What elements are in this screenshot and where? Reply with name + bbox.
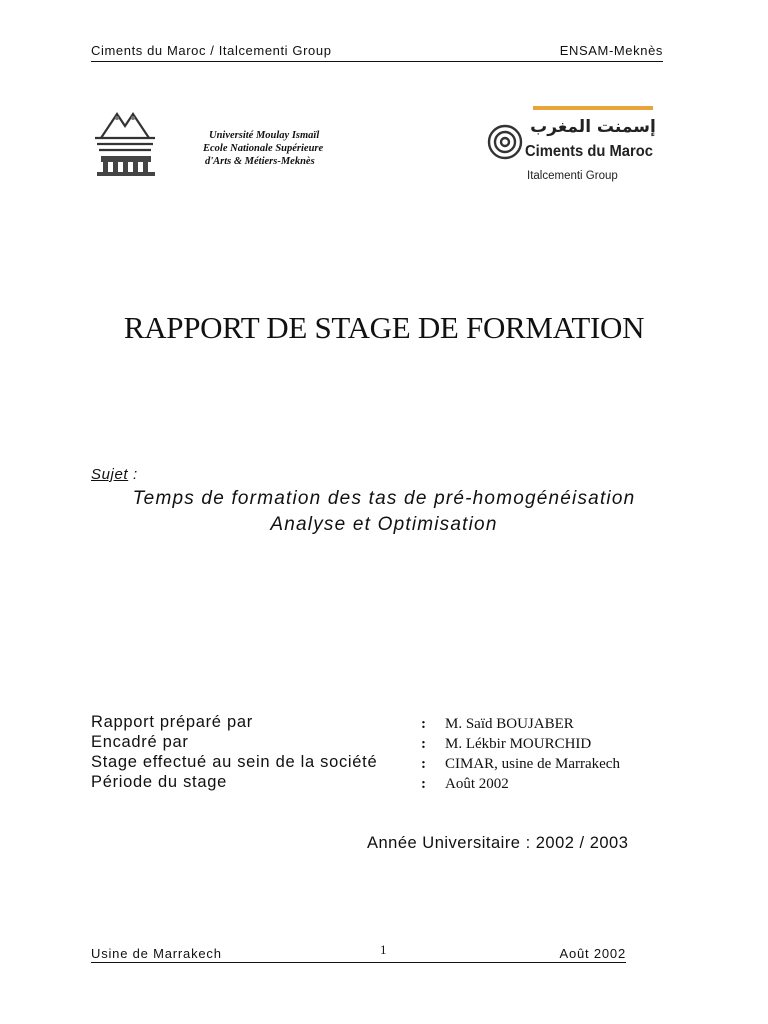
info-label-period: Période du stage [91,773,227,791]
header-left-text: Ciments du Maroc / Italcementi Group [91,43,332,58]
university-line-3: d'Arts & Métiers-Meknès [205,156,315,167]
info-colon: : [421,776,426,792]
info-value-author: M. Saïd BOUJABER [445,716,574,732]
info-colon: : [421,716,426,732]
company-name: Ciments du Maroc [525,143,654,160]
info-colons [421,714,426,794]
info-values [445,714,620,794]
company-group: Italcementi Group [527,170,618,182]
university-logo [91,88,363,184]
info-value-period: Août 2002 [445,776,509,792]
page-footer [91,944,626,963]
ensam-emblem-icon [91,88,363,184]
info-colon: : [421,736,426,752]
subject-label-text: Sujet [91,466,129,483]
ciments-du-maroc-emblem-icon [485,100,660,186]
academic-year: Année Universitaire : 2002 / 2003 [367,834,629,852]
university-line-2: Ecole Nationale Supérieure [203,143,324,154]
footer-left-text: Usine de Marrakech [91,946,222,961]
university-line-1: Université Moulay Ismaïl [209,130,320,141]
page-number: 1 [380,942,388,957]
info-label-prepared-by: Rapport préparé par [91,713,253,731]
page-header [91,43,663,62]
company-logo [485,100,660,186]
info-label-company: Stage effectué au sein de la société [91,753,378,771]
info-label-supervised-by: Encadré par [91,733,189,751]
report-title: RAPPORT DE STAGE DE FORMATION [123,310,645,345]
info-value-supervisor: M. Lékbir MOURCHID [445,736,592,752]
header-right-text: ENSAM-Meknès [559,43,663,58]
info-value-company: CIMAR, usine de Marrakech [445,756,620,772]
footer-right-text: Août 2002 [559,946,626,961]
subject-line-1: Temps de formation des tas de pré-homogénéisation [132,488,636,509]
subject-label-suffix: : [128,466,138,483]
subject-line-2: Analyse et Optimisation [270,514,498,535]
info-labels [91,712,381,792]
subject-label [91,466,138,483]
info-colon: : [421,756,426,772]
company-arabic-name: إسمنت المغرب [530,117,656,137]
